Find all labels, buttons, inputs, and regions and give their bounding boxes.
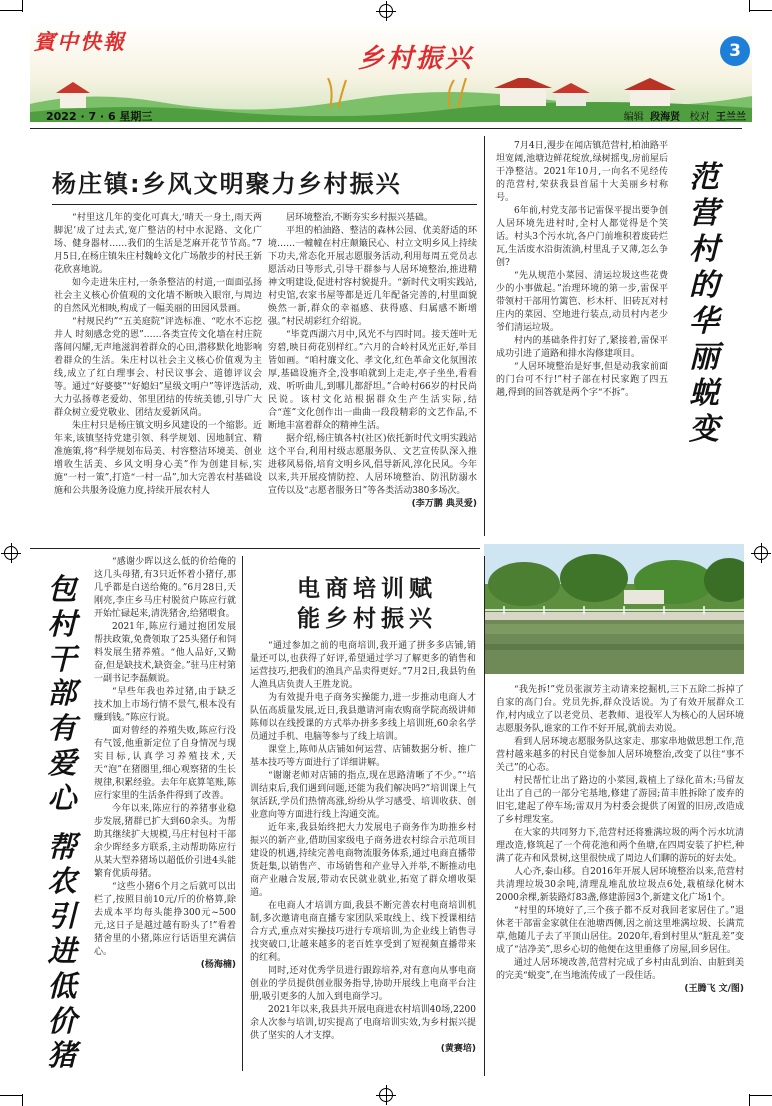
column-divider [242,556,243,1071]
article-vertical-title [674,160,734,448]
paragraph: 为有效提升电子商务实操能力,进一步推动电商人才队伍高质量发展,近日,我县邀请河南农购商学院高级讲师陈师以在线授课的方式举办拼多多线上培训班,60余名学员通过手机、电脑等参与了线上培训。 [250,693,476,742]
paragraph: 在电商人才培训方面,我县不断完善农村电商培训机制,多次邀请电商直播专家团队采取线上、线下授课相结合方式,重点对实操技巧进行专项培训,为企业线上销售寻找突破口,让越来越多的老百姓享受到了短视频直播带来的红利。 [250,901,476,963]
registration-mark [379,4,393,18]
crop-mark [0,1095,22,1096]
column-divider [484,136,485,536]
title-gap [36,816,88,830]
article-byline: (王腾飞 文/图) [684,984,744,994]
masthead [30,22,752,132]
paragraph: “谢谢老师对店铺的指点,现在思路清晰了不少。”“培训结束后,我们遇到问题,还能为我们解决吗?”培训课上气氛活跃,学员们热情高涨,纷纷从学习感受、培训收获、创业意向等方面进行线上沟通交流。 [250,771,476,820]
article-headline [254,574,480,634]
registration-mark [754,546,768,560]
title-character: 蜕 [689,376,719,411]
title-character: 猪 [47,1038,77,1073]
paragraph: 今年以来,陈应行的养猪事业稳步发展,猪群已扩大到60余头。为帮助其继续扩大规模,马庄村包村干部余少晖经多方联系,主动帮助陈应行从某大型养猪场以超低价引进4头能繁育优质母猪。 [94,804,236,879]
title-character: 有 [47,711,77,746]
registration-mark [379,1088,393,1102]
title-character: 丽 [689,340,719,375]
title-character: 低 [47,968,77,1003]
title-character: 营 [689,196,719,231]
paragraph: 看到人居环境志愿服务队这家走、那家串地做思想工作,范营村越来越多的村民自觉参加人居环境整治,改变了以往“事不关己”的心态。 [496,737,744,773]
title-character: 心 [47,780,77,815]
title-character: 帮 [47,829,77,864]
paragraph: “早些年我也养过猪,由于缺乏技术加上市场行情不景气,根本没有赚到钱。”陈应行说。 [94,687,236,723]
title-character: 爱 [47,745,77,780]
paragraph: 近年来,我县始终把大力发展电子商务作为助推乡村振兴的新产业,借助国家级电子商务进农村综合示范项目建设的机遇,持续完善电商物流服务体系,通过电商直播带货赶集,以销售产、市场销售和产业导入并举,不断推动电商产业融合发展,带动农民就业就业,拓宽了群众增收渠道。 [250,823,476,898]
editor-name: 段海贤 [650,112,681,123]
title-character: 华 [689,304,719,339]
paragraph: 村民帮忙让出了路边的小菜园,栽植上了绿化苗木;马留友让出了自己的一部分宅基地,修建了游园;苗丰胜拆除了废弃的旧宅,建起了停车场;雷双月为村委会提供了闲置的旧房,改造成了乡村理发室。 [496,776,744,825]
crop-mark [22,0,23,12]
article-byline: (黄赛培) [440,1044,476,1054]
paragraph: 6年前,村党支部书记雷保平提出要争创人居环境先进村时,全村人都觉得是个笑话。村头3个污水坑,各户门前堆积着废砖烂瓦,生活废水沿街流淌,村里乱子又薄,怎么争创? [496,206,668,268]
title-character: 的 [689,268,719,303]
paragraph: 平坦的柏油路、整洁的森林公园、优美舒适的环境……一幢幢在村庄颠簸民心、村立文明乡风上持续下功夫,常态化开展志愿服务活动,利用每周五党员志愿活动日等形式,引导干群参与人居环境整治,推进精神文明建设,促进村容村貌提升。“新时代文明实践站,村史馆,农家书屋等都是近几年配备完善的,村里面貌焕然一新,群众的幸福感、获得感、归属感不断增强。”村民胡彩红介绍说。 [268,226,477,327]
paragraph: 2021年,陈应行通过抱团发展帮扶政策,免费领取了25头猪仔和饲料发展生猪养殖。“他人品好,又勤奋,但是缺技术,缺资金。”驻马庄村第一副书记李磊颇说。 [94,622,236,684]
editor-label: 编辑 [623,112,644,123]
paragraph: “人居环境整治是好事,但是动我家前面的门台可不行!”村子部在村民家跑了四五趟,得到的回答就是两个字“不拆”。 [496,362,668,398]
paragraph: “这些小猪6个月之后就可以出栏了,按照目前10元/斤的价格算,除去成本平均每头能挣300元~500元,这日子是越过越有盼头了!”看着猪舍里的小猪,陈应行话语里充满信心。 [94,882,236,957]
paragraph: 人心齐,泰山移。自2016年开展人居环境整治以来,范营村共清理垃圾30余吨,清理乱堆乱放垃圾点6处,栽植绿化树木2000余棵,新装路灯83盏,修建游园3个,新建文化广场1个。 [496,867,744,903]
article-column [54,212,262,542]
paragraph: “村规民约”“五美庭院”评选标准、“吃水不忘挖井人 时刻感念党的恩”……各类宣传文化墙在村庄院落间闪耀,无声地滋润着群众的心田,潜移默化地影响着群众的生活。朱庄村以社会主义核心价值观为主线,成立了红白理事会、村民议事会、道德评议会等。通过“好婆婆”“好媳妇”星级文明户”等评选活动,大力弘扬尊老爱幼、邻里团结的传统美德,引导广大群众树立爱党敬业、团结友爱新风尚。 [54,317,262,418]
paragraph: “我先拆!”党员张淑芳主动请来挖掘机,三下五除二拆掉了自家的高门台。党员先拆,群众没话说。为了有效开展群众工作,村内成立了以老党员、老教师、退役军人为核心的人居环境志愿服务队,谁家的工作不好开展,就前去劝说。 [496,685,744,734]
article-byline: (李万鹏 典灵爱) [411,499,477,509]
paragraph: “村里这几年的变化可真大,‘晴天一身土,雨天两脚泥’成了过去式,宽广整洁的村中水泥路、文化广场、健身器材……我们的生活是芝麻开花节节高。”7月5日,在杨庄镇朱庄村魏岭文化广场散步的村民王新花欣喜地说。 [54,213,262,275]
title-character: 价 [47,1003,77,1038]
village-pond-photo [484,544,744,674]
crop-mark [22,1094,23,1106]
paragraph: 课堂上,陈师从店铺如何运营、店铺数据分析、推广基本技巧等方面进行了详细讲解。 [250,745,476,768]
paragraph: 在大家的共同努力下,范营村还将雅满垃圾的两个污水坑清理改造,修筑起了一个荷花池和两个鱼塘,在四周安装了护栏,种满了花卉和风景树,这里很快成了周边人们聊的游玩的好去处。 [496,828,744,864]
paragraph: 居环境整治,不断夯实乡村振兴基础。 [286,213,433,223]
title-character: 范 [689,160,719,195]
crop-mark [750,1095,772,1096]
title-character: 部 [47,676,77,711]
title-character: 农 [47,864,77,899]
paragraph: 2021年以来,我县共开展电商进农村培训40场,2200余人次参与培训,切实提高了电商培训实效,为乡村振兴提供了坚实的人才支撑。 [250,1005,476,1041]
section-rule [30,548,480,549]
article-column [496,140,668,540]
article-column [268,212,477,542]
paragraph: 同时,还对优秀学员进行跟踪培养,对有意向从事电商创业的学员提供创业服务指导,协助开展线上电商平台注册,吸引更多的人加入到电商学习。 [250,966,476,1002]
title-character: 干 [47,641,77,676]
paragraph: “感谢少晖以这么低的价给俺的这几头母猪,有3只近怀着小猪仔,那几乎都是白送给俺的。”6月28日,天刚亮,李庄乡马庄村脱贫户陈应行就开始忙碌起来,清洗猪舍,给猪喂食。 [94,557,236,619]
crop-mark [749,1094,750,1106]
article-headline: 杨庄镇:乡风文明聚力乡村振兴 [52,170,402,198]
title-character: 包 [47,572,77,606]
page-number-badge: 3 [720,36,750,66]
editor-credits [624,108,746,123]
crop-mark [749,0,750,12]
registration-mark [4,546,18,560]
newspaper-brand: 賓中快報 [34,30,126,54]
headline-line: 能乡村振兴 [297,606,437,632]
issue-date: 2022 · 7 · 6 星期三 [46,110,153,123]
crop-mark [0,10,22,11]
title-character: 引 [47,899,77,934]
paragraph: 朱庄村只是杨庄镇文明乡风建设的一个缩影。近年来,该镇坚持党建引领、科学规划、因地制宜、精准施策,将“科学规划布局美、村容整洁环境美、创业增收生活美、乡风文明身心美”作为创建目标,实施“一村一策”,打造“一村一品”,加大完善农村基础设施和公共服务设施力度,持续开展农村人 [54,421,262,496]
article-column [250,640,476,1080]
paragraph: “通过参加之前的电商培训,我开通了拼多多店铺,销量还可以,也获得了好评,希望通过学习了解更多的销售和运营技巧,把我们的渔具产品卖得更好。”7月2日,我县钓鱼人渔具店负责人王胜龙说。 [250,641,476,690]
paragraph: 7月4日,漫步在闻店镇范营村,柏油路平坦宽阔,池塘边鲜花绽放,绿树摇曳,房前屋后干净整洁。2021年10月,一向名不见经传的范营村,荣获我县首届十大美丽乡村称号。 [496,141,668,203]
column-title: 乡村振兴 [358,44,475,74]
article-column [496,684,744,1076]
title-character: 村 [47,606,77,641]
masthead-rule [30,128,742,129]
paragraph: 村内的基础条件打好了,紧接着,雷保平成功引进了道路和排水沟修建项目。 [496,336,668,359]
paragraph: 通过人居环境改善,范营村完成了乡村由乱到治、由脏到美的完美“蜕变”,在当地流传成了一段佳话。 [496,958,744,981]
proof-label: 校对 [689,112,710,123]
date-bar [30,104,752,126]
headline-rule [52,204,477,205]
article-byline: (杨海楠) [200,960,236,970]
paragraph: “毕竟西湖六月中,风光不与四时同。接天莲叶无穷碧,映日荷花别样红。”六月的合岭村风光正好,举目皆如画。“咱村廉文化、孝文化,红色革命文化氛围浓厚,基础设施齐全,没事咱就到上走走,亭子坐坐,看看戏、听听曲儿,到哪儿都舒坦。”合岭村66岁的村民尚民说。该村文化站根据群众生产生活实际,结合“莲”文化创作出一曲曲一段段精彩的文艺作品,不断地丰富着群众的精神生活。 [268,330,477,431]
paragraph: 如今走进朱庄村,一条条整洁的村道,一面面弘扬社会主义核心价值观的文化墙不断映入眼帘,与周边的自然风光相映,构成了一幅美丽的田园风景画。 [54,278,262,314]
crop-mark [750,10,772,11]
column-divider [484,556,485,1076]
title-character: 变 [689,412,719,447]
paragraph: “村里的环境好了,三个孩子都不反对我回老家居住了。”退休老干部雷金家就住在池塘西侧,因之前这里堆满垃圾、长满荒草,他随儿子去了平顶山居住。2020年,看到村里从“脏乱差”变成了“洁净美”,思乡心切的他便在这里重修了房屋,回乡居住。 [496,906,744,955]
proof-name: 王兰兰 [716,112,746,123]
paragraph: 据介绍,杨庄镇各村(社区)依托新时代文明实践站这个平台,利用村级志愿服务队、文艺宣传队深入推进移风易俗,培育文明乡风,倡导新风,淳化民风。今年以来,共开展疫情防控、人居环境整治、防汛防溺水宣传以及“志愿者服务日”等各类活动380多场次。 [268,434,477,496]
paragraph: “先从规范小菜园、清运垃圾这些花费少的小事做起。”治理环境的第一步,雷保平带领村干部用竹篱笆、杉木杆、旧砖瓦对村庄内的菜园、空地进行装点,动员村内老少爷们清运垃圾。 [496,271,668,333]
article-vertical-title [36,572,88,1073]
title-character: 进 [47,933,77,968]
paragraph: 面对曾经的养殖失败,陈应行没有气馁,他重新定位了自身情况与现实目标,认真学习养殖技术,天天“泡”在猪圈里,细心观察猪的生长规律,积累经验。去年年底算笔账,陈应行家里的生活条件得到了改善。 [94,726,236,801]
headline-line: 电商培训赋 [297,576,437,602]
article-column [94,556,236,1076]
title-character: 村 [689,232,719,267]
